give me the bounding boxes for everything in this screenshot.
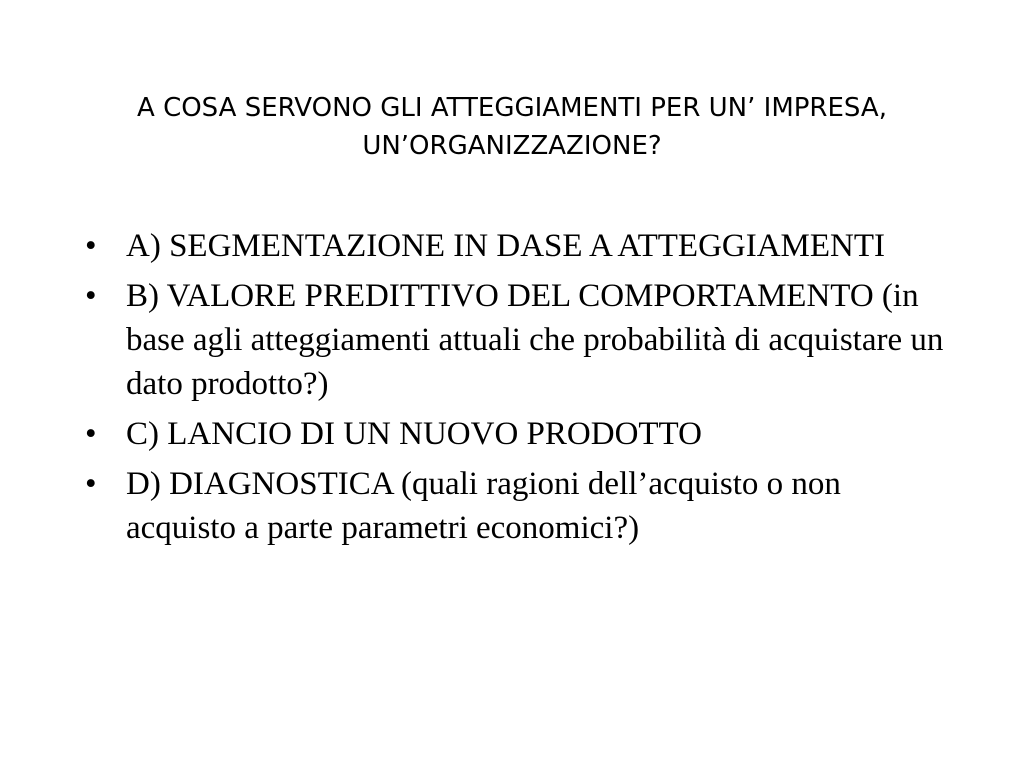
bullet-text: A) SEGMENTAZIONE IN DASE A ATTEGGIAMENTI [126,228,886,264]
bullet-icon: • [85,416,97,452]
bullet-text: C) LANCIO DI UN NUOVO PRODOTTO [126,416,702,452]
bullet-item-a [82,224,952,268]
bullet-text: B) VALORE PREDITTIVO DEL COMPORTAMENTO (in base agli atteggiamenti attuali che probabilità di acquistare un dato prodotto?) [126,278,944,402]
bullet-item-d [82,462,952,550]
bullet-list [82,224,952,556]
bullet-icon: • [85,278,97,314]
bullet-icon: • [85,228,97,264]
bullet-text: D) DIAGNOSTICA (quali ragioni dell’acquisto o non acquisto a parte parametri economici?) [126,466,841,546]
bullet-item-b [82,274,952,406]
bullet-item-c [82,412,952,456]
bullet-icon: • [85,466,97,502]
slide-title: A COSA SERVONO GLI ATTEGGIAMENTI PER UN’ IMPRESA, UN’ORGANIZZAZIONE? [137,93,887,161]
